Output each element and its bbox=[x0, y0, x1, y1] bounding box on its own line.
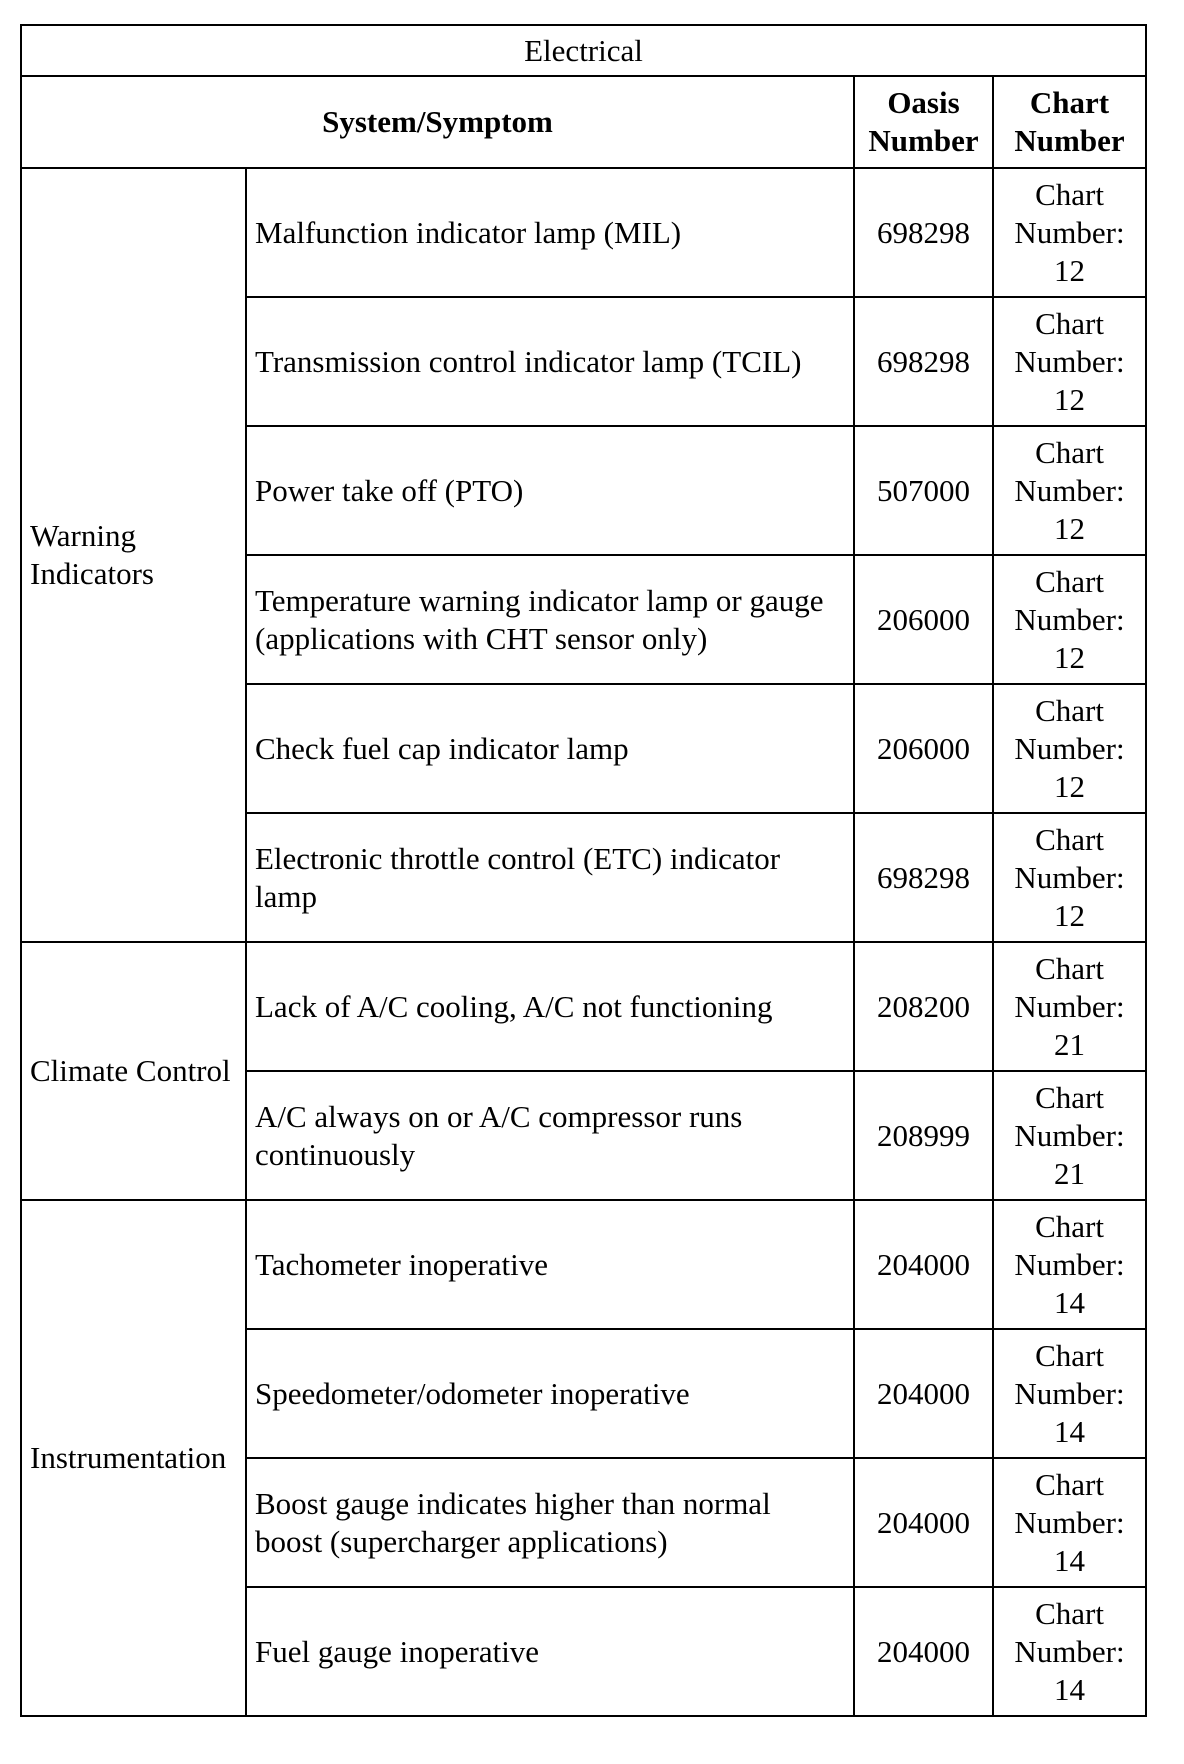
chart-number-cell: Chart Number: 12 bbox=[993, 426, 1146, 555]
chart-number-cell: Chart Number: 12 bbox=[993, 684, 1146, 813]
symptom-cell: Check fuel cap indicator lamp bbox=[246, 684, 854, 813]
table-row bbox=[21, 1200, 1146, 1329]
oasis-number-cell: 507000 bbox=[854, 426, 993, 555]
symptom-cell: Temperature warning indicator lamp or gauge (applications with CHT sensor only) bbox=[246, 555, 854, 684]
oasis-number-cell: 698298 bbox=[854, 813, 993, 942]
symptom-cell: Transmission control indicator lamp (TCIL) bbox=[246, 297, 854, 426]
table-row bbox=[21, 168, 1146, 297]
oasis-number-cell: 204000 bbox=[854, 1329, 993, 1458]
header-oasis-number: Oasis Number bbox=[854, 76, 993, 168]
oasis-number-cell: 206000 bbox=[854, 684, 993, 813]
oasis-number-cell: 208200 bbox=[854, 942, 993, 1071]
chart-number-cell: Chart Number: 12 bbox=[993, 168, 1146, 297]
system-group-cell: Instrumentation bbox=[21, 1200, 246, 1716]
symptom-cell: Electronic throttle control (ETC) indicator lamp bbox=[246, 813, 854, 942]
table-title-row bbox=[21, 25, 1146, 76]
symptom-cell: Speedometer/odometer inoperative bbox=[246, 1329, 854, 1458]
system-group-cell: Climate Control bbox=[21, 942, 246, 1200]
chart-number-cell: Chart Number: 12 bbox=[993, 555, 1146, 684]
table-row bbox=[21, 942, 1146, 1071]
chart-number-cell: Chart Number: 12 bbox=[993, 297, 1146, 426]
symptom-cell: Fuel gauge inoperative bbox=[246, 1587, 854, 1716]
header-chart-number: Chart Number bbox=[993, 76, 1146, 168]
symptom-cell: Malfunction indicator lamp (MIL) bbox=[246, 168, 854, 297]
oasis-number-cell: 698298 bbox=[854, 168, 993, 297]
chart-number-cell: Chart Number: 12 bbox=[993, 813, 1146, 942]
system-group-cell: Warning Indicators bbox=[21, 168, 246, 942]
chart-number-cell: Chart Number: 14 bbox=[993, 1587, 1146, 1716]
chart-number-cell: Chart Number: 21 bbox=[993, 942, 1146, 1071]
electrical-diagnostic-table bbox=[20, 24, 1147, 1717]
symptom-cell: Power take off (PTO) bbox=[246, 426, 854, 555]
oasis-number-cell: 204000 bbox=[854, 1458, 993, 1587]
symptom-cell: Tachometer inoperative bbox=[246, 1200, 854, 1329]
chart-number-cell: Chart Number: 21 bbox=[993, 1071, 1146, 1200]
table-header-row bbox=[21, 76, 1146, 168]
header-system-symptom: System/Symptom bbox=[21, 76, 854, 168]
symptom-cell: Boost gauge indicates higher than normal boost (supercharger applications) bbox=[246, 1458, 854, 1587]
chart-number-cell: Chart Number: 14 bbox=[993, 1329, 1146, 1458]
chart-number-cell: Chart Number: 14 bbox=[993, 1458, 1146, 1587]
oasis-number-cell: 204000 bbox=[854, 1587, 993, 1716]
table-title: Electrical bbox=[21, 25, 1146, 76]
oasis-number-cell: 698298 bbox=[854, 297, 993, 426]
symptom-cell: A/C always on or A/C compressor runs continuously bbox=[246, 1071, 854, 1200]
chart-number-cell: Chart Number: 14 bbox=[993, 1200, 1146, 1329]
oasis-number-cell: 204000 bbox=[854, 1200, 993, 1329]
oasis-number-cell: 206000 bbox=[854, 555, 993, 684]
oasis-number-cell: 208999 bbox=[854, 1071, 993, 1200]
symptom-cell: Lack of A/C cooling, A/C not functioning bbox=[246, 942, 854, 1071]
